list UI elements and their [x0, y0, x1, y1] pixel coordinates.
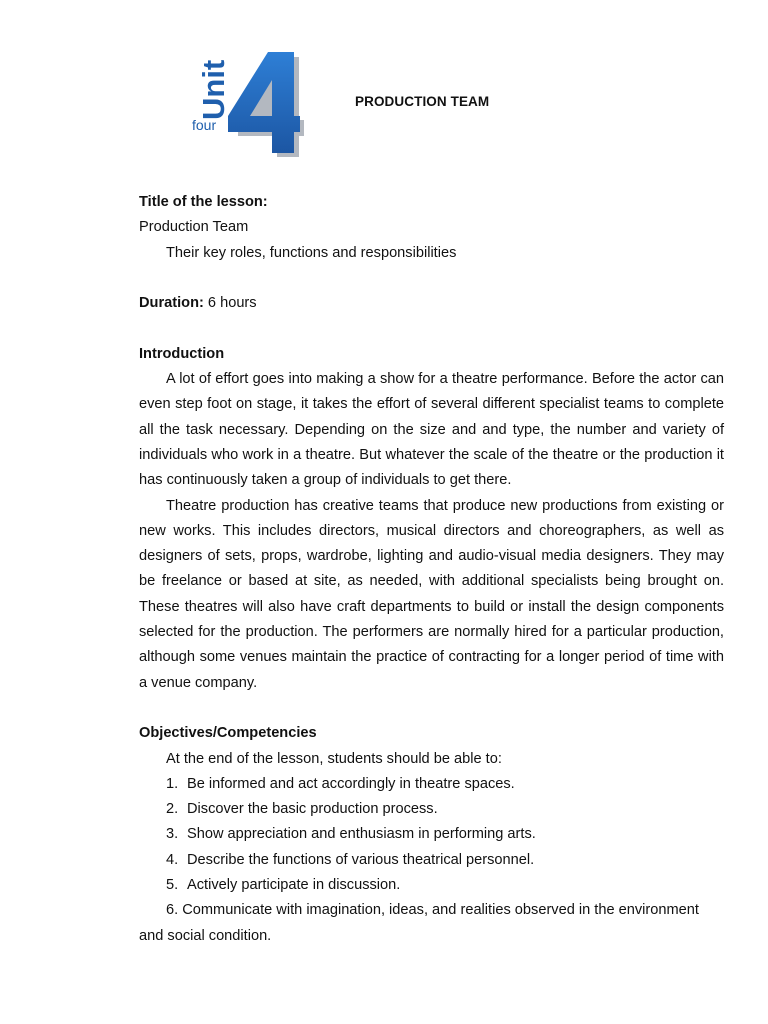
objectives-heading: Objectives/Competencies [139, 725, 317, 742]
list-item: 4. Describe the functions of various theatrical personnel. [166, 851, 535, 868]
introduction-paragraph-1: A lot of effort goes into making a show for a theatre performance. Before the actor can even step foot on stage, it takes the effort of several different specialist teams to complete all the task necessary. Depending on the size and and type, the number and variety of individuals who work in a theatre. But whatever the scale of the theatre or the production it has continuously taken a group of individuals to get there. [139, 371, 724, 489]
objectives-list [139, 772, 724, 898]
document-title: PRODUCTION TEAM [355, 94, 490, 109]
list-item: 1. Be informed and act accordingly in theatre spaces. [166, 775, 515, 792]
duration-value: 6 hours [203, 295, 257, 312]
introduction-paragraph-2: Theatre production has creative teams that produce new productions from existing or new works. This includes directors, musical directors and choreographers, as well as designers of sets, props, wardrobe, lighting and audio-visual media designers. They may be freelance or based at site, as needed, with additional specialists being brought on. These theatres will also have craft departments to build or install the design components selected for the production. The performers are normally hired for a particular production, although some venues maintain the practice of contracting for a longer period of time with a venue company. [139, 497, 724, 691]
introduction-heading: Introduction [139, 345, 225, 362]
lesson-title-label: Title of the lesson: [139, 194, 268, 210]
objectives-intro: At the end of the lesson, students should be able to: [166, 750, 502, 767]
list-item-last: 6. Communicate with imagination, ideas, and realities observed in the environment and social condition. [139, 902, 699, 944]
list-item: 5. Actively participate in discussion. [166, 877, 401, 894]
logo-sub: four [192, 117, 217, 133]
document-body [139, 190, 724, 949]
lesson-subtitle: Their key roles, functions and responsibilities [166, 244, 457, 261]
unit-four-logo-graphic [188, 50, 304, 158]
duration-line [139, 291, 724, 316]
list-item: 2. Discover the basic production process. [166, 801, 438, 818]
lesson-title-value: Production Team [139, 219, 249, 236]
duration-label: Duration: [139, 295, 204, 312]
list-item: 3. Show appreciation and enthusiasm in performing arts. [166, 826, 536, 843]
logo-word: Unit [196, 59, 231, 120]
unit-four-logo [188, 50, 304, 158]
